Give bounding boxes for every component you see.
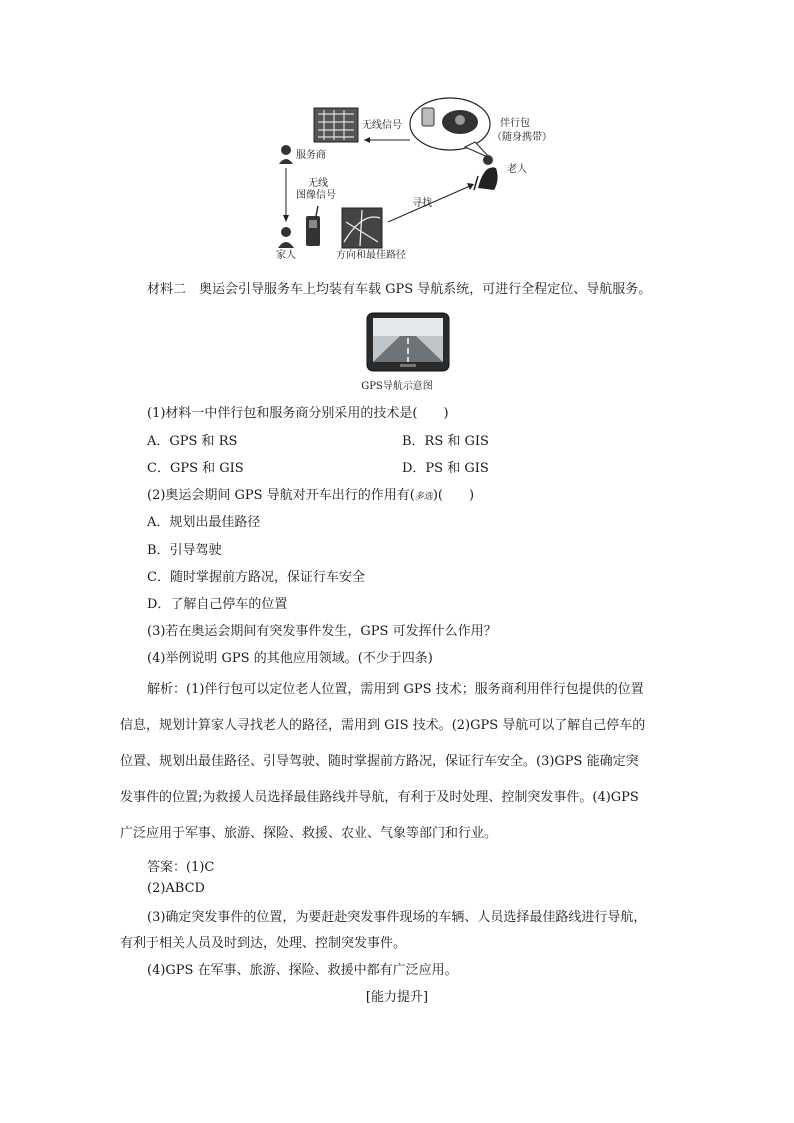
q1-stem: (1)材料一中伴行包和服务商分别采用的技术是( )	[147, 406, 449, 421]
answer-3-line-2: 有利于相关人员及时到达，处理、控制突发事件。	[120, 936, 407, 951]
phone-screen	[309, 220, 317, 228]
phone-antenna	[316, 206, 318, 216]
label-wireless-signal: 无线信号	[362, 120, 402, 131]
label-service-provider: 服务商	[296, 150, 326, 161]
label-elderly: 老人	[507, 164, 527, 175]
gps-device-drawing	[366, 312, 450, 372]
label-wireless: 无线	[308, 178, 328, 189]
q2-option-a: A．规划出最佳路径	[147, 515, 261, 530]
pack-button-icon	[455, 115, 465, 125]
service-person-body	[279, 159, 293, 164]
q2-stem	[147, 484, 474, 503]
answer-2: (2)ABCD	[147, 881, 205, 896]
family-person-body	[278, 242, 294, 248]
material-two: 材料二 奥运会引导服务车上均装有车载 GPS 导航系统，可进行全程定位、导航服务。	[147, 282, 652, 297]
label-search: 寻找	[412, 198, 432, 209]
elderly-body-icon	[478, 167, 498, 190]
family-person-icon	[281, 227, 291, 237]
q2-option-c: C．随时掌握前方路况，保证行车安全	[147, 570, 365, 585]
analysis-line-4: 发事件的位置;为救援人员选择最佳路线并导航，有利于及时处理、控制突发事件。(4)GPS	[120, 790, 639, 805]
analysis-line-3: 位置、规划出最佳路径、引导驾驶、随时掌握前方路况，保证行车安全。(3)GPS 能确定突	[120, 754, 639, 769]
q2-option-d: D．了解自己停车的位置	[147, 597, 288, 612]
label-family: 家人	[276, 250, 296, 261]
q1-option-d: D．PS 和 GIS	[402, 461, 489, 476]
q2-option-b: B．引导驾驶	[147, 543, 222, 558]
service-person-icon	[281, 145, 291, 155]
q1-option-b: B．RS 和 GIS	[402, 434, 489, 449]
q1-option-a: A．GPS 和 RS	[147, 434, 238, 449]
q1-option-c: C．GPS 和 GIS	[147, 461, 244, 476]
label-carry-along: （随身携带）	[492, 132, 552, 143]
down-arrowhead	[283, 215, 289, 222]
answer-4: (4)GPS 在军事、旅游、探险、救援中都有广泛应用。	[147, 963, 458, 978]
gps-device-image	[366, 312, 450, 372]
q4-stem: (4)举例说明 GPS 的其他应用领域。(不少于四条)	[147, 651, 433, 666]
analysis-line-1: 解析：(1)伴行包可以定位老人位置，需用到 GPS 技术；服务商利用伴行包提供的位置	[147, 682, 644, 697]
gps-brand-plate	[400, 364, 416, 367]
analysis-line-2: 信息，规划计算家人寻找老人的路径，需用到 GIS 技术。(2)GPS 导航可以了解自己停车的	[120, 718, 646, 733]
answer-3-line-1: (3)确定突发事件的位置，为要赶赴突发事件现场的车辆、人员选择最佳路线进行导航，	[147, 910, 647, 925]
gps-companion-diagram	[270, 92, 550, 264]
label-companion-pack: 伴行包	[500, 118, 530, 129]
wireless-arrowhead	[364, 137, 370, 143]
gps-sky	[373, 318, 443, 336]
label-image-signal: 图像信号	[296, 190, 336, 201]
q2-stem-post: )( )	[432, 488, 475, 503]
elderly-head-icon	[483, 155, 493, 165]
label-direction-route: 方向和最佳路径	[336, 250, 406, 261]
section-title: [能力提升]	[365, 990, 429, 1005]
card-icon	[422, 108, 434, 126]
q2-stem-pre: (2)奥运会期间 GPS 导航对开车出行的作用有(	[147, 488, 415, 503]
q3-stem: (3)若在奥运会期间有突发事件发生，GPS 可发挥什么作用？	[147, 624, 497, 639]
analysis-line-5: 广泛应用于军事、旅游、探险、救援、农业、气象等部门和行业。	[120, 826, 498, 841]
gps-caption: GPS导航示意图	[361, 381, 433, 392]
q2-multi-select: 多选	[414, 492, 433, 502]
elderly-cane	[474, 176, 478, 190]
answer-1: 答案：(1)C	[147, 860, 215, 875]
